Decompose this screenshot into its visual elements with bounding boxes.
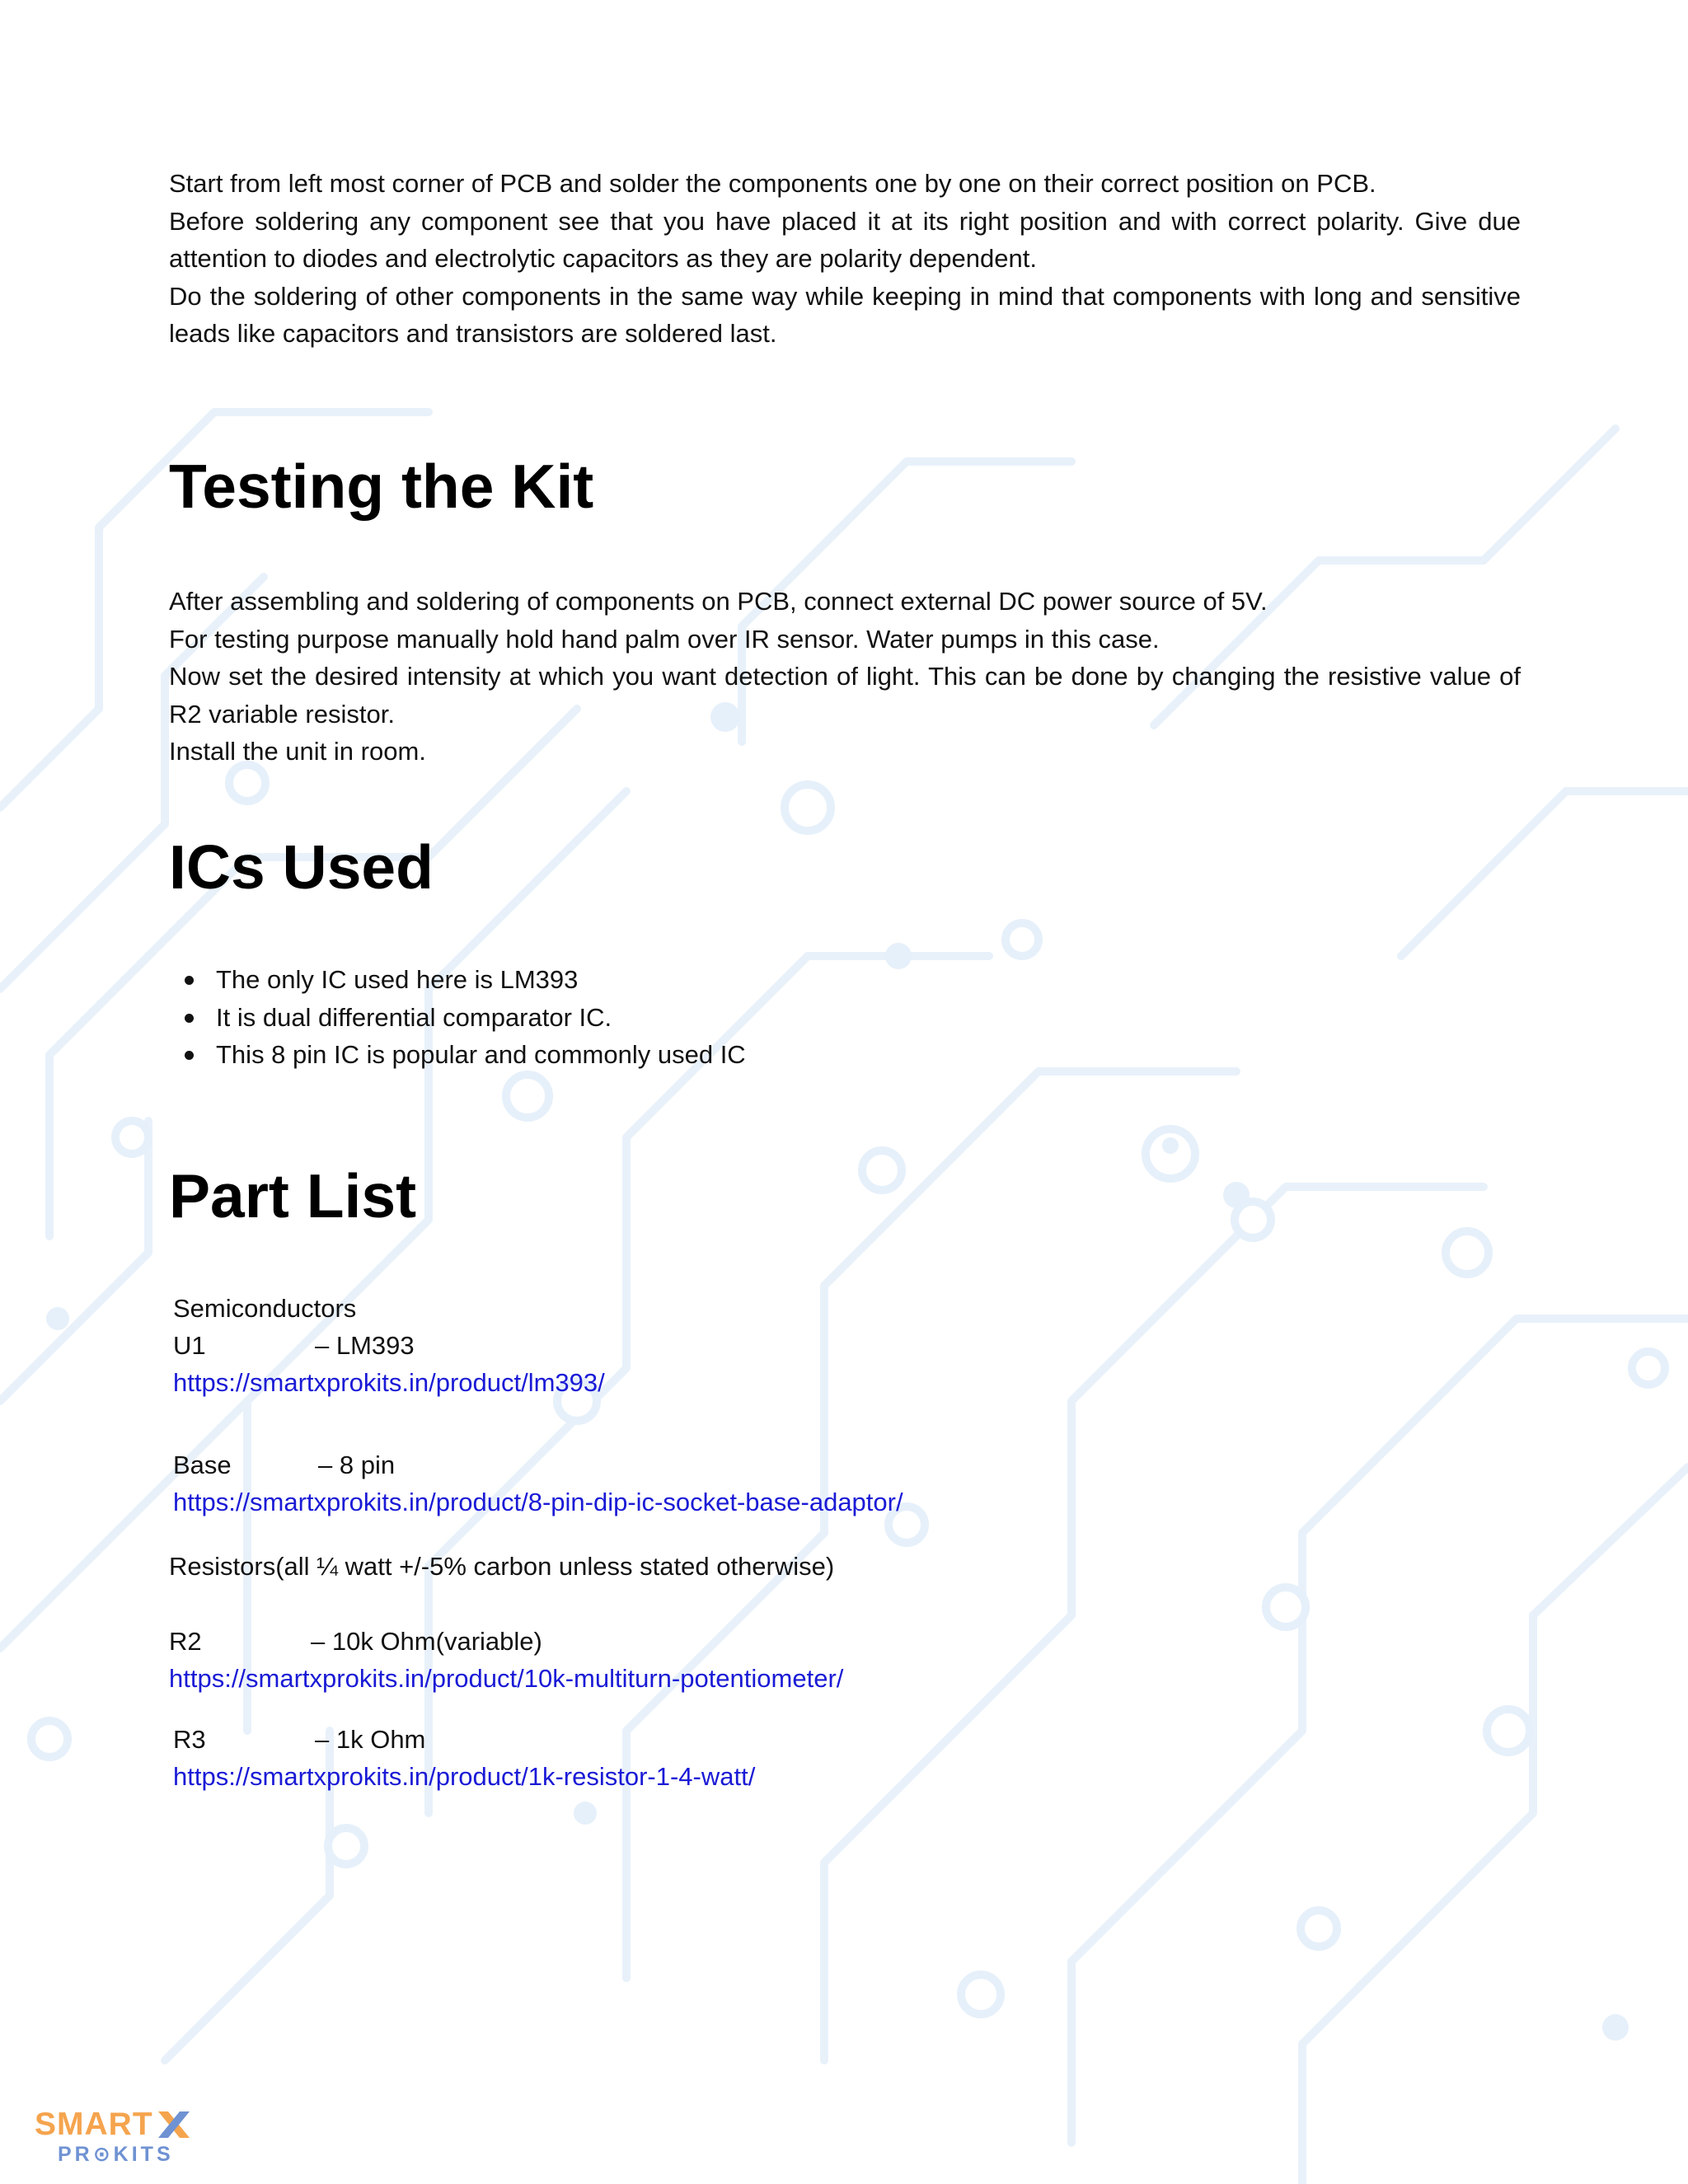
part-value: – 8 pin [318, 1451, 396, 1479]
testing-line: Install the unit in room. [169, 737, 426, 766]
part-list-heading: Part List [169, 1161, 417, 1230]
testing-line: For testing purpose manually hold hand palm over IR sensor. Water pumps in this case. [169, 624, 1160, 654]
list-item [169, 961, 746, 999]
semiconductors-label: Semiconductors [173, 1294, 357, 1323]
part-row-r3 [173, 1721, 668, 1759]
testing-heading: Testing the Kit [169, 452, 594, 521]
testing-line: After assembling and soldering of components on PCB, connect external DC power source of 5V. [169, 587, 1268, 616]
part-value: – LM393 [315, 1331, 415, 1360]
intro-line: Start from left most corner of PCB and solder the components one by one on their correct position on PCB. [169, 169, 1376, 198]
intro-line: Before soldering any component see that you have placed it at its right position and with correct polarity. Give due attention to diodes and electrolytic capacitors as they are polarity dependent. [169, 206, 1521, 273]
list-item [169, 999, 746, 1037]
r3-product-link[interactable]: https://smartxprokits.in/product/1k-resistor-1-4-watt/ [173, 1762, 756, 1791]
list-item-text: This 8 pin IC is popular and commonly used IC [216, 1040, 746, 1069]
smartx-prokits-logo [35, 2108, 208, 2166]
intro-paragraphs [169, 165, 1521, 353]
part-name: U1 [173, 1331, 206, 1360]
list-item-text: It is dual differential comparator IC. [216, 1002, 612, 1032]
ics-heading: ICs Used [169, 832, 434, 902]
part-name: R2 [169, 1627, 202, 1656]
logo-x-icon [157, 2110, 191, 2139]
resistors-label: Resistors(all ¼ watt +/-5% carbon unless stated otherwise) [169, 1552, 835, 1581]
part-row-r2 [169, 1623, 663, 1661]
bullet-icon [185, 1014, 194, 1023]
testing-paragraphs [169, 583, 1521, 771]
logo-wordmark-bottom: PR⊙KITS [58, 2143, 174, 2166]
intro-line: Do the soldering of other components in the same way while keeping in mind that components with long and sensitive leads like capacitors and transistors are soldered last. [169, 281, 1521, 348]
list-item [169, 1036, 746, 1074]
list-item-text: The only IC used here is LM393 [216, 965, 579, 994]
bullet-icon [185, 976, 194, 985]
bullet-icon [185, 1051, 194, 1060]
part-name: Base [173, 1451, 232, 1479]
part-row-u1 [173, 1327, 668, 1365]
part-value: – 10k Ohm(variable) [311, 1627, 542, 1656]
logo-wordmark-top: SMART [35, 2107, 153, 2142]
testing-line: Now set the desired intensity at which you want detection of light. This can be done by changing the resistive value of R2 variable resistor. [169, 662, 1521, 729]
part-value: – 1k Ohm [315, 1725, 426, 1754]
part-name: R3 [173, 1725, 206, 1754]
base-product-link[interactable]: https://smartxprokits.in/product/8-pin-dip-ic-socket-base-adaptor/ [173, 1488, 903, 1516]
part-row-base [173, 1446, 668, 1484]
r2-product-link[interactable]: https://smartxprokits.in/product/10k-multiturn-potentiometer/ [169, 1664, 844, 1693]
u1-product-link[interactable]: https://smartxprokits.in/product/lm393/ [173, 1368, 605, 1397]
ics-list [169, 961, 746, 1074]
